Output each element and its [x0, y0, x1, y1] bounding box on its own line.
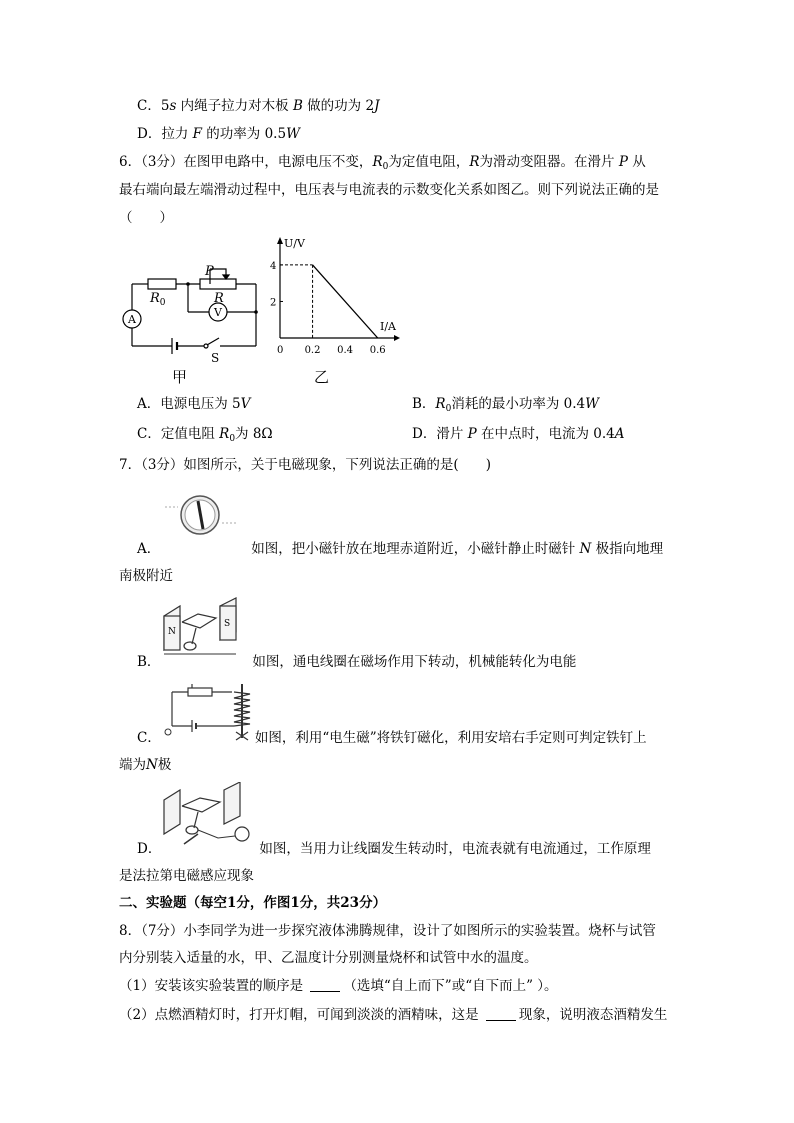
- q7-option-b: B． 如图，通电线圈在磁场作用下转动，机械能转化为电能: [137, 654, 577, 670]
- series-line: [313, 265, 378, 338]
- q6-option-d: D．滑片 P 在中点时，电流为 0.4A: [412, 426, 625, 442]
- section-2-title: 二、实验题（每空1分，作图1分，共23分）: [119, 895, 387, 911]
- circuit-label-r: R: [214, 291, 224, 306]
- q8-part-2: （2）点燃酒精灯时，打开灯帽，可闻到淡淡的酒精味，这是 现象，说明液态酒精发生: [119, 1007, 668, 1023]
- x-tick-label: 0.6: [369, 345, 386, 356]
- y-tick-label: 4: [270, 260, 277, 272]
- q7-option-a-line2: 南极附近: [119, 568, 173, 584]
- resistor-r0: [148, 279, 176, 289]
- graph-caption: 乙: [314, 368, 330, 386]
- circuit-label-r0: $R_0$: [150, 291, 166, 308]
- motor-pole-n: N: [168, 627, 176, 637]
- y-tick-label: 2: [270, 297, 277, 309]
- q5-option-c: C．5s 内绳子拉力对木板 B 做的功为 2J: [137, 98, 380, 114]
- q7-stem: 7．（3分）如图所示，关于电磁现象，下列说法正确的是( ): [119, 457, 491, 473]
- motor-pole-s: S: [224, 619, 231, 629]
- q6-option-a: A．电源电压为 5V: [137, 396, 251, 412]
- x-tick-label: 0.2: [304, 345, 321, 356]
- u-i-graph: [262, 235, 402, 360]
- q5-option-d: D．拉力 F 的功率为 0.5W: [137, 126, 300, 142]
- answer-blank-1[interactable]: [310, 977, 340, 992]
- switch-lever: [207, 338, 219, 345]
- circuit-diagram: [118, 255, 268, 365]
- q8-stem-line2: 内分别装入适量的水，甲、乙温度计分别测量烧杯和试管中水的温度。: [119, 950, 538, 966]
- q7-option-d-line1: D． 如图，当用力让线圈发生转动时，电流表就有电流通过，工作原理: [137, 841, 651, 857]
- x-tick-label: 0.4: [337, 345, 354, 356]
- q7-option-c-line2: 端为N极: [119, 757, 172, 773]
- compass-figure: [160, 493, 240, 538]
- rheostat-r: [200, 279, 236, 289]
- q6-stem-line3: （ ）: [119, 210, 173, 226]
- circuit-label-ammeter: A: [128, 313, 136, 326]
- x-axis-label: I/A: [380, 320, 396, 333]
- q8-part-1: （1）安装该实验装置的顺序是 （选填“自上而下”或“自下而上” ）。: [119, 978, 558, 994]
- q7-option-a-line1: A． 如图，把小磁针放在地理赤道附近，小磁针静止时磁针 N 极指向地理: [137, 541, 664, 557]
- y-axis-label: U/V: [284, 237, 305, 250]
- q6-stem-line1: 6．（3分）在图甲电路中，电源电压不变，$R_0$为定值电阻，R为滑动变阻器。在滑片 P 从: [119, 154, 646, 172]
- q6-option-b: B．$R_0$消耗的最小功率为 0.4W: [412, 396, 599, 414]
- q7-option-c-line1: C． 如图，利用“电生磁”将铁钉磁化，利用安培右手定则可判定铁钉上: [137, 730, 647, 746]
- q7-option-d-line2: 是法拉第电磁感应现象: [119, 868, 254, 884]
- q8-stem-line1: 8．（7分）小李同学为进一步探究液体沸腾规律，设计了如图所示的实验装置。烧杯与试管: [119, 923, 656, 939]
- generator-figure: [158, 782, 258, 846]
- q6-stem-line2: 最右端向最左端滑动过程中，电压表与电流表的示数变化关系如图乙。则下列说法正确的是: [119, 182, 659, 198]
- q6-option-c: C．定值电阻 $R_0$为 8Ω: [137, 426, 273, 444]
- circuit-label-voltmeter: V: [214, 306, 222, 319]
- circuit-label-p: P: [205, 264, 214, 279]
- x-tick-label: 0: [277, 345, 284, 356]
- answer-blank-2[interactable]: [486, 1006, 516, 1021]
- circuit-caption: 甲: [172, 368, 188, 386]
- circuit-label-switch: S: [211, 351, 220, 365]
